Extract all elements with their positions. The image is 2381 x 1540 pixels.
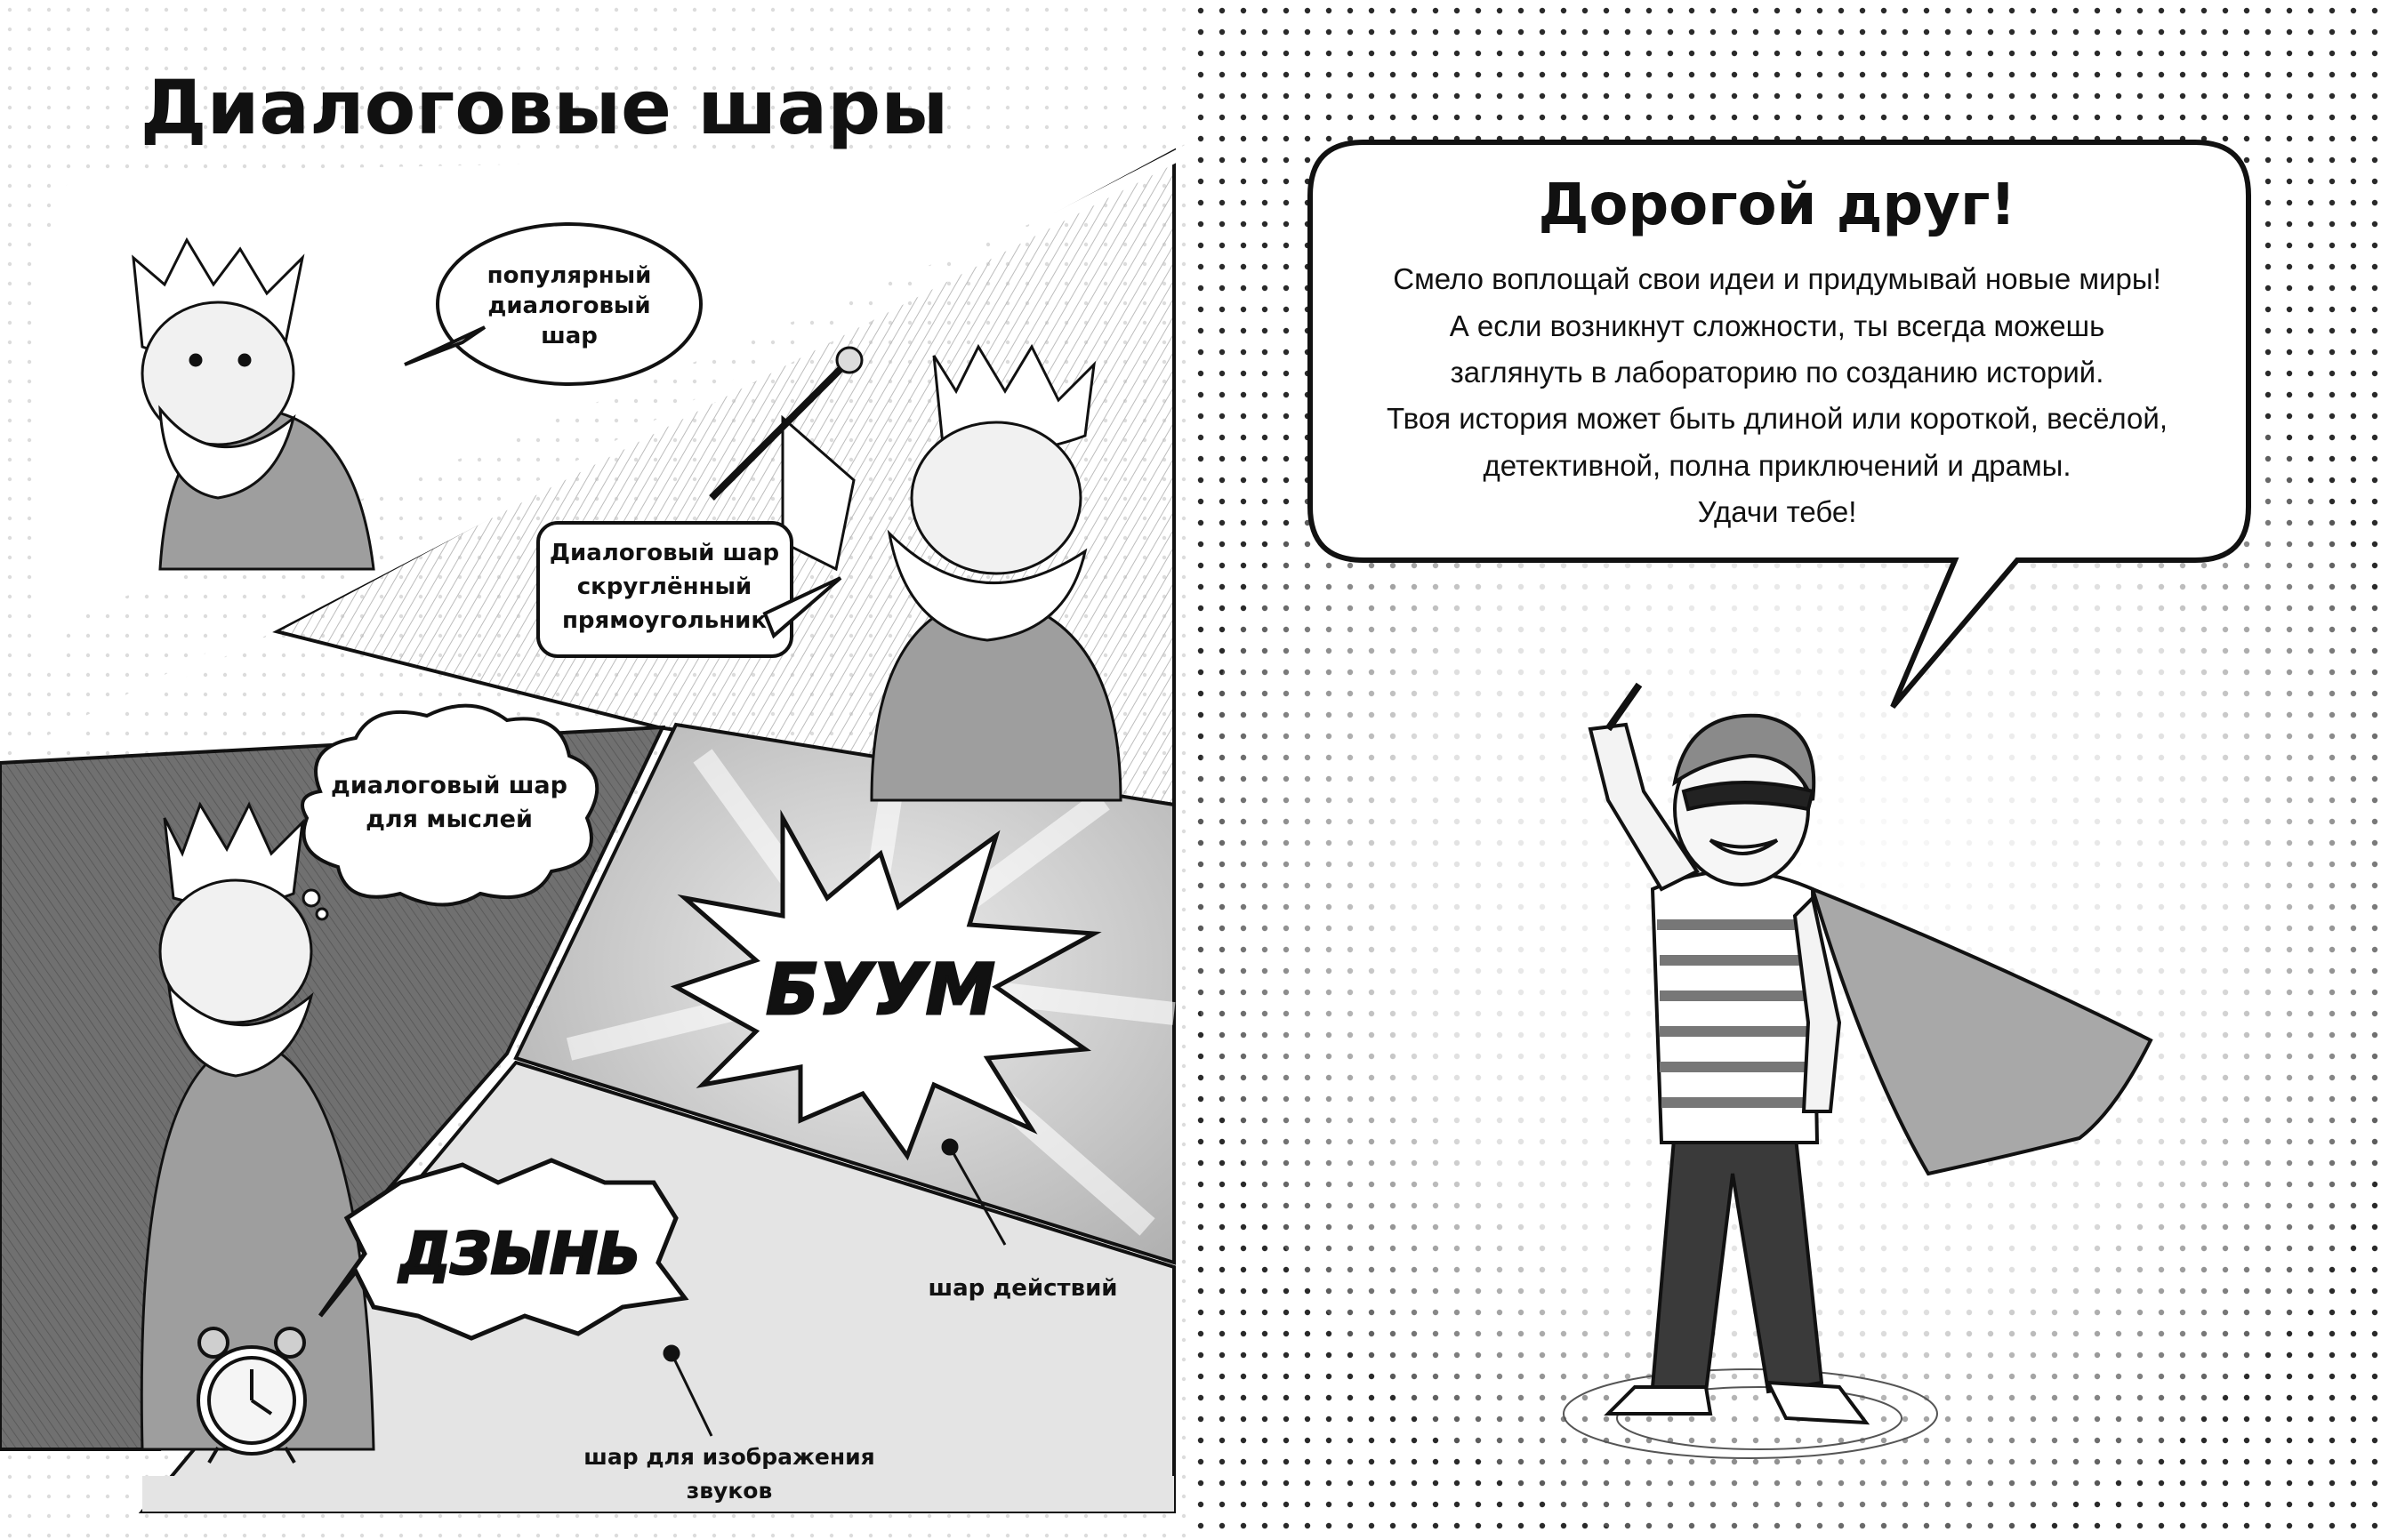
bubble-popular-line-3: шар — [541, 323, 598, 349]
right-page — [1190, 0, 2381, 1540]
letter-line-3: заглянуть в лабораторию по созданию историй. — [1450, 356, 2104, 389]
comic-page-svg — [0, 0, 1190, 1540]
bubble-rounded-line-1: Диалоговый шар — [549, 540, 780, 566]
bubble-popular-line-2: диалоговый — [487, 293, 651, 319]
letter-line-1: Смело воплощай свои идеи и придумывай новые миры! — [1393, 262, 2161, 295]
letter-title: Дорогой друг! — [1538, 172, 2016, 238]
letter-line-4: Твоя история может быть длиной или короткой, весёлой, — [1386, 402, 2168, 435]
caption-sound-line-1: шар для изображения — [583, 1444, 875, 1470]
bubble-popular-line-1: популярный — [487, 262, 652, 289]
boom-text: БУУМ — [766, 950, 995, 1031]
page-title: Диалоговые шары — [140, 64, 949, 151]
left-page — [0, 0, 1190, 1540]
thought-bubble-line-2: для мыслей — [366, 806, 533, 833]
bubble-rounded-line-3: прямоугольник — [561, 607, 768, 634]
caption-action: шар действий — [928, 1275, 1118, 1302]
thought-bubble-line-1: диалоговый шар — [331, 772, 567, 799]
letter-line-6: Удачи тебе! — [1697, 495, 1857, 528]
letter-line-2: А если возникнут сложности, ты всегда можешь — [1449, 309, 2105, 342]
ding-text: ДЗЫНЬ — [399, 1222, 641, 1287]
caption-sound-line-2: звуков — [686, 1478, 773, 1504]
letter-page-svg — [1190, 0, 2381, 1540]
bubble-rounded-line-2: скруглённый — [576, 573, 752, 600]
letter-line-5: детективной, полна приключений и драмы. — [1483, 449, 2071, 482]
